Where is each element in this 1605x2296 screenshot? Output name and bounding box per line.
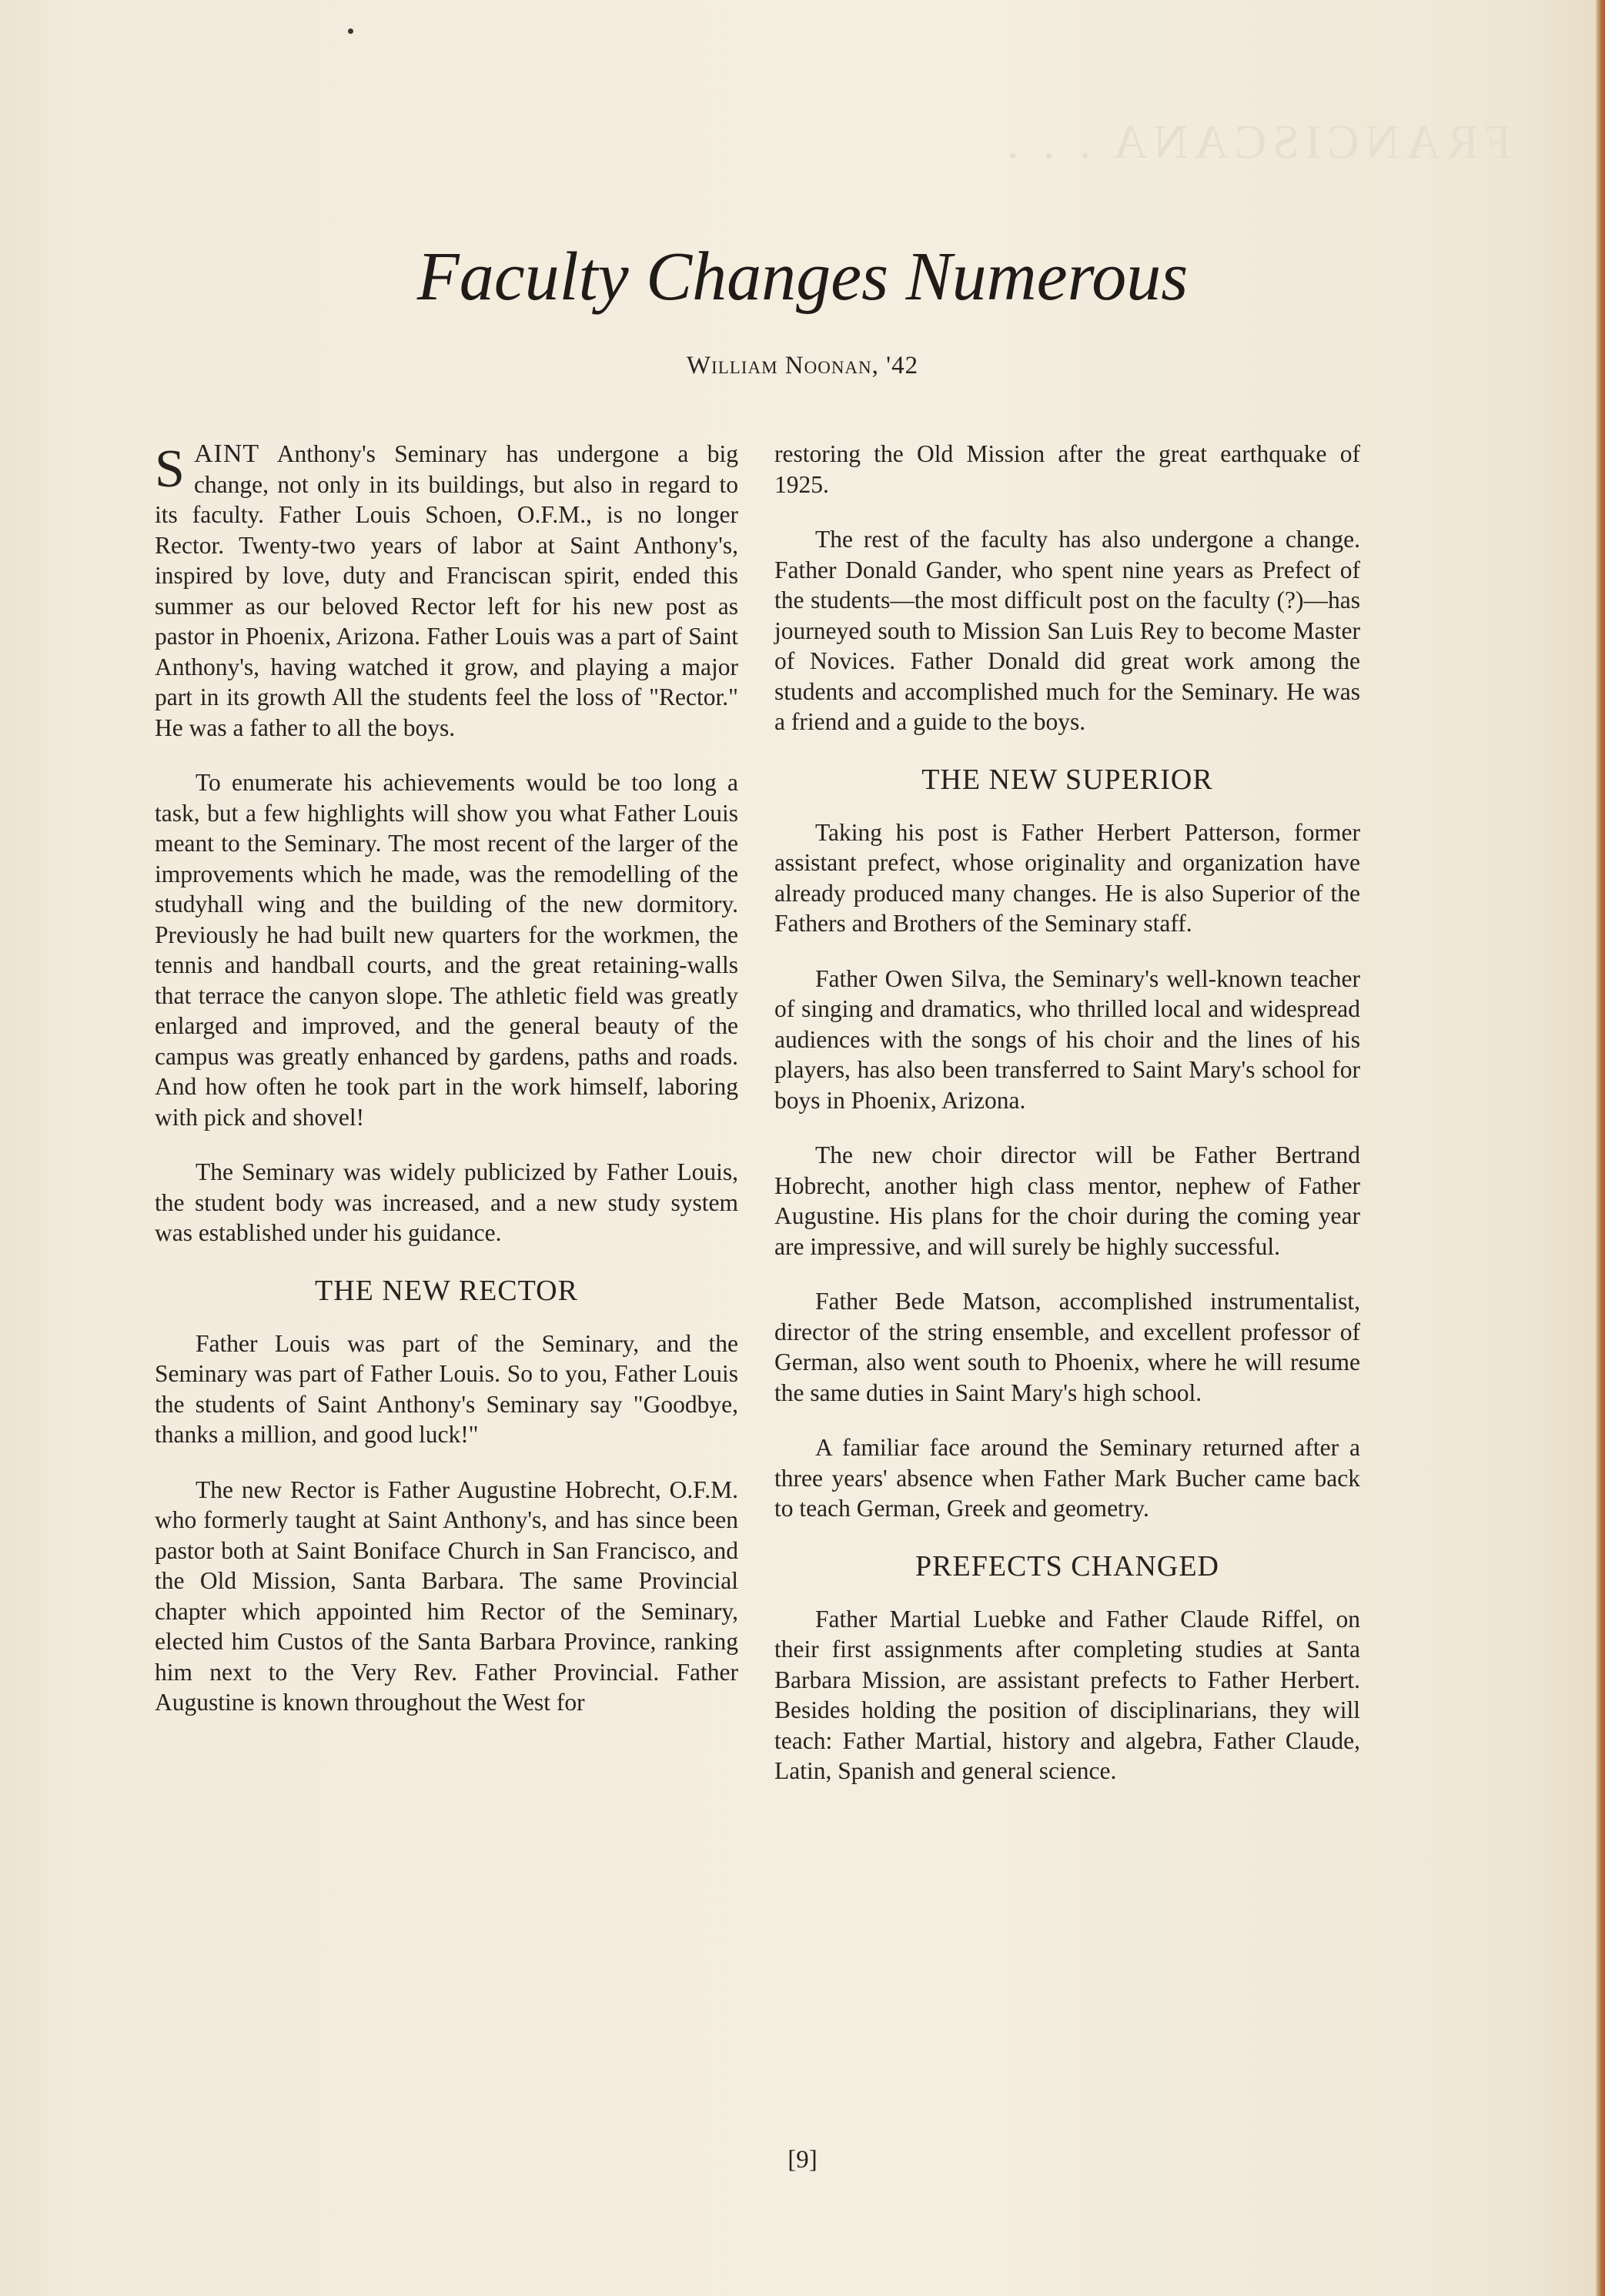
paragraph	[155, 439, 738, 743]
paragraph: The Seminary was widely publicized by Father Louis, the student body was increased, and a new study system was established under his guidance.	[155, 1158, 738, 1246]
section-heading-prefects-changed: PREFECTS CHANGED	[915, 1549, 1219, 1582]
article-byline: William Noonan, '42	[686, 352, 919, 379]
section-heading-new-rector: THE NEW RECTOR	[315, 1274, 578, 1307]
lead-caps: AINT	[193, 439, 260, 468]
paragraph: Father Owen Silva, the Seminary's well-known teacher of singing and dramatics, who thrilled local and widespread audiences with the songs of his choir and the lines of his players, has also been transferred to Saint Mary's school for boys in Phoenix, Arizona.	[774, 964, 1360, 1114]
ink-speck	[348, 28, 353, 34]
bleed-through-text: FRANCISCANA . . .	[1001, 116, 1512, 169]
paragraph: Father Martial Luebke and Father Claude Riffel, on their first assignments after completing studies at Santa Barbara Mission, are assistant prefects to Father Herbert. Besides holding the position of disciplinarians, they will teach: Father Martial, history and algebra, Father Claude, Latin, Spanish and general science.	[774, 1605, 1360, 1784]
drop-cap: S	[155, 439, 185, 499]
paragraph: A familiar face around the Seminary returned after a three years' absence when Father Mark Bucher came back to teach German, Greek and geometry.	[774, 1434, 1360, 1522]
paragraph: restoring the Old Mission after the great earthquake of 1925.	[774, 440, 1360, 498]
section-heading-new-superior: THE NEW SUPERIOR	[921, 763, 1213, 796]
paragraph: Father Bede Matson, accomplished instrumentalist, director of the string ensemble, and excellent professor of German, also went south to Phoenix, where he will resume the same duties in Saint Mary's high school.	[774, 1288, 1360, 1406]
right-column	[774, 439, 1360, 1811]
paragraph: To enumerate his achievements would be too long a task, but a few highlights will show you what Father Louis meant to the Seminary. The most recent of the larger of the improvements which he made, was the remodelling of the studyhall wing and the building of the new dormitory. Previously he had built new quarters for the workmen, the tennis and handball courts, and the great retaining-walls that terrace the canyon slope. The athletic field was greatly enlarged and improved, and the general beauty of the campus was greatly enhanced by gardens, paths and roads. And how often he took part in the work himself, laboring with pick and shovel!	[155, 769, 738, 1131]
paragraph: The new choir director will be Father Bertrand Hobrecht, another high class mentor, nephew of Father Augustine. His plans for the choir during the coming year are impressive, and will surely be highly successful.	[774, 1141, 1360, 1260]
paragraph-text: Anthony's Seminary has undergone a big change, not only in its buildings, but also in regard to its faculty. Father Louis Schoen, O.F.M., is no longer Rector. Twenty-two years of labor at Saint Anthony's, inspired by love, duty and Franciscan spirit, ended this summer as our beloved Rector left for his new post as pastor in Phoenix, Arizona. Father Louis was a part of Saint Anthony's, having watched it grow, and playing a major part in its growth All the students feel the loss of "Rector." He was a father to all the boys.	[155, 440, 738, 741]
paragraph: The rest of the faculty has also undergone a change. Father Donald Gander, who spent nine years as Prefect of the students—the most difficult post on the faculty (?)—has journeyed south to Mission San Luis Rey to become Master of Novices. Father Donald did great work among the students and accomplished much for the Seminary. He was a friend and a guide to the boys.	[774, 526, 1360, 735]
article-title: Faculty Changes Numerous	[416, 239, 1189, 315]
page-edge	[1596, 0, 1605, 2296]
paragraph: Taking his post is Father Herbert Patterson, former assistant prefect, whose originality and organization have already produced many changes. He is also Superior of the Fathers and Brothers of the Seminary staff.	[774, 818, 1360, 937]
paragraph: The new Rector is Father Augustine Hobrecht, O.F.M. who formerly taught at Saint Anthony's, and has since been pastor both at Saint Boniface Church in San Francisco, and the Old Mission, Santa Barbara. The same Provincial chapter which appointed him Rector of the Seminary, elected him Custos of the Santa Barbara Province, ranking him next to the Very Rev. Father Provincial. Father Augustine is known throughout the West for	[155, 1476, 738, 1716]
paragraph: Father Louis was part of the Seminary, and the Seminary was part of Father Louis. So to you, Father Louis the students of Saint Anthony's Seminary say "Goodbye, thanks a million, and good luck!"	[155, 1329, 738, 1448]
left-column	[155, 439, 738, 1743]
page-number: [9]	[787, 2146, 818, 2174]
